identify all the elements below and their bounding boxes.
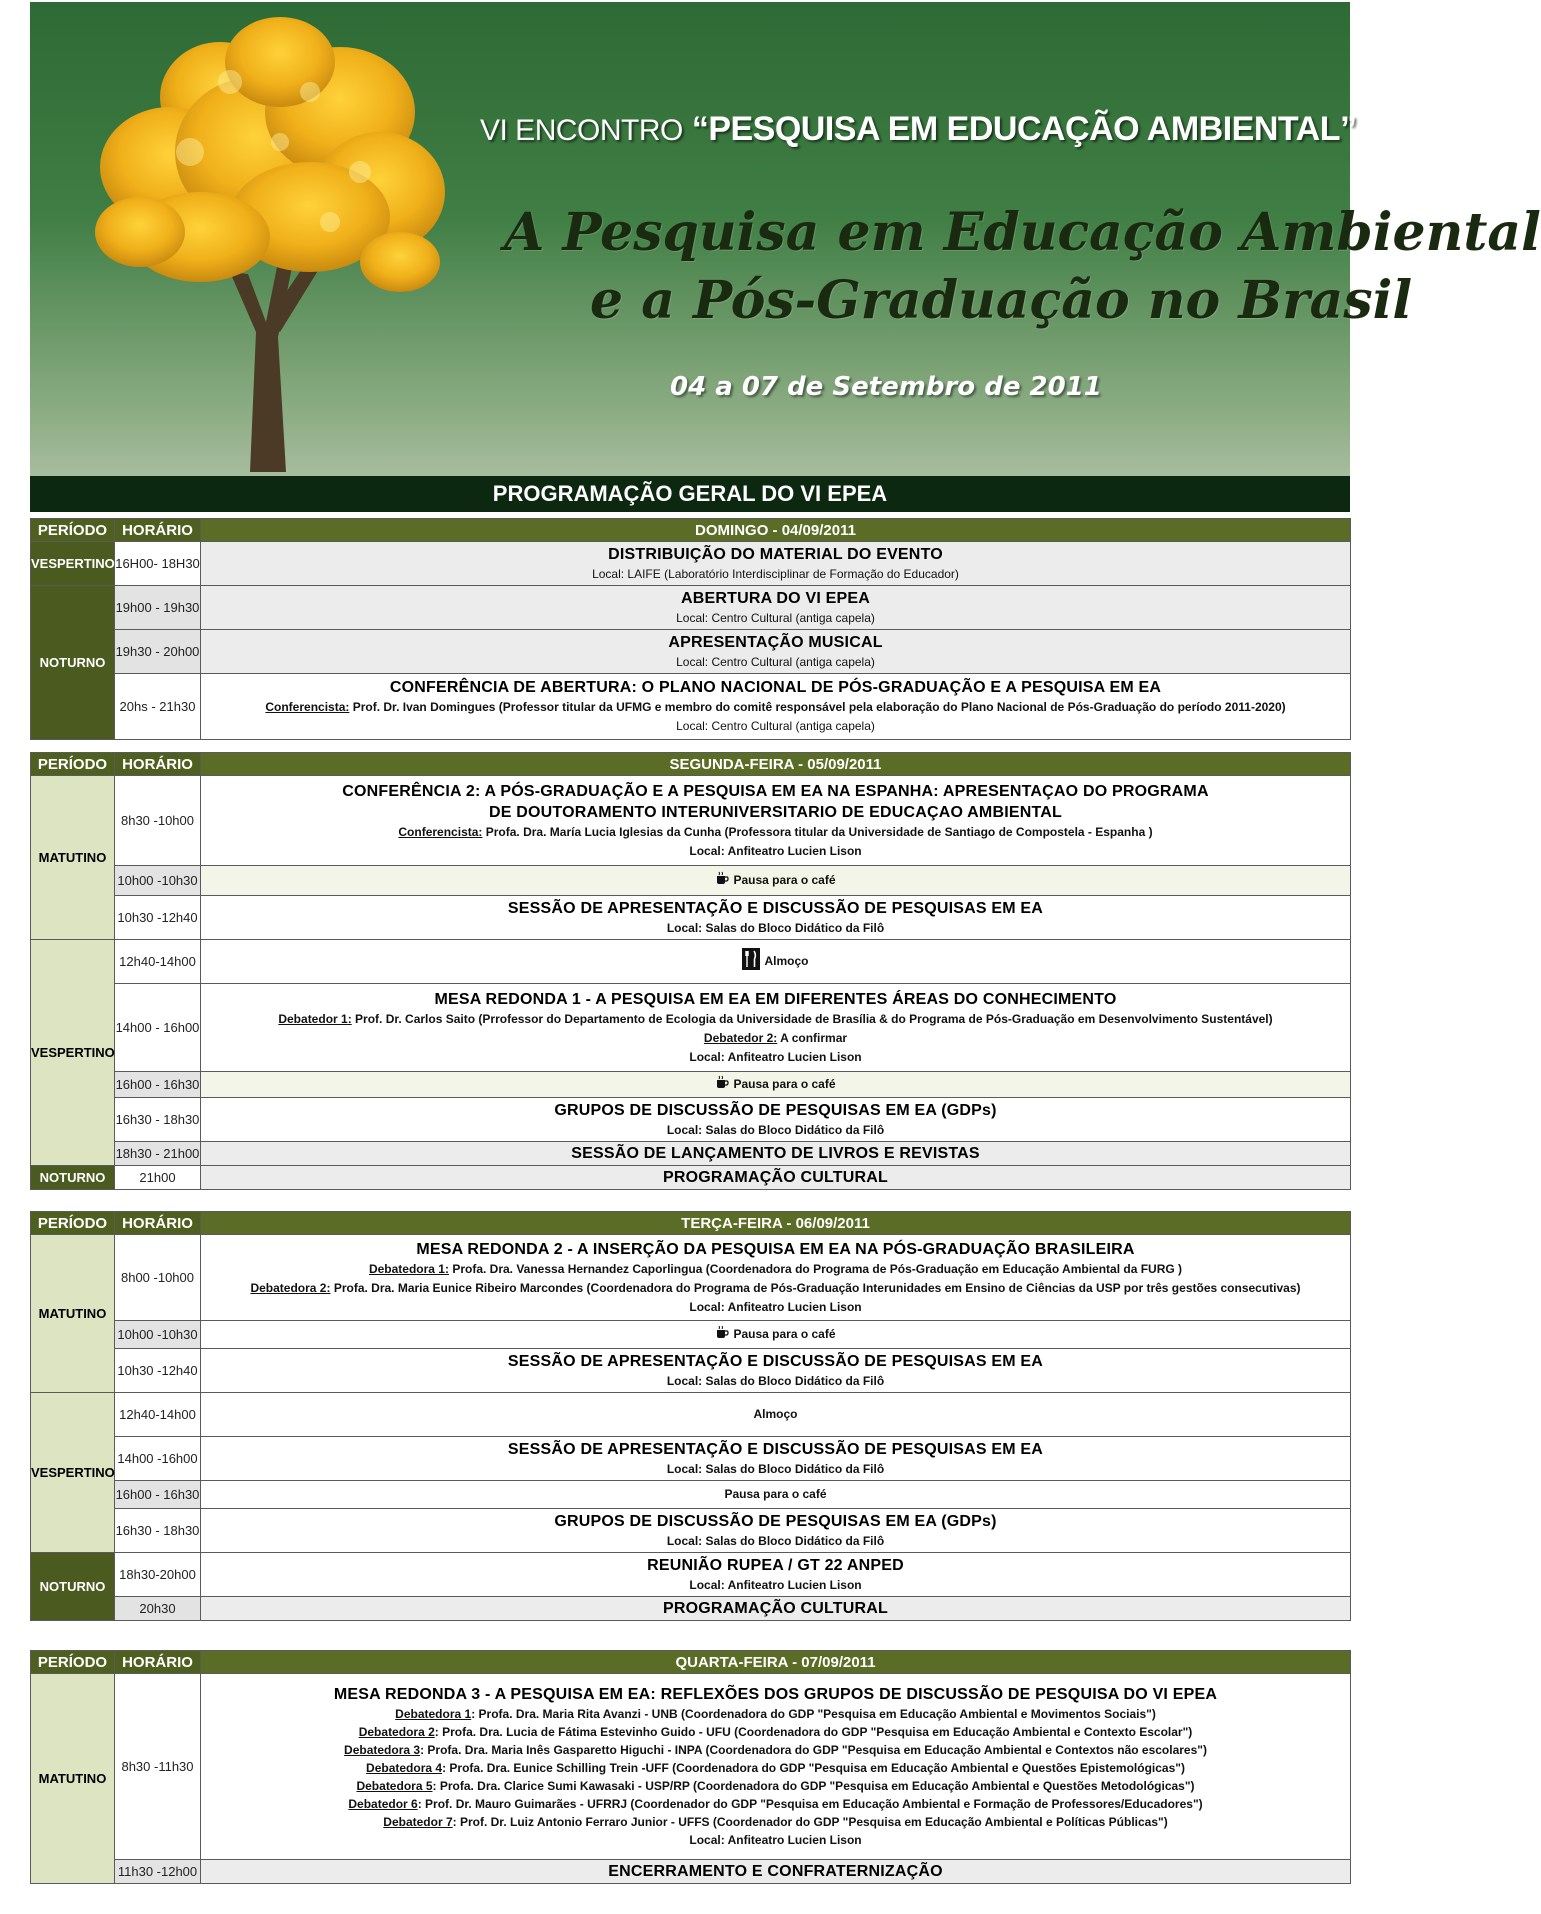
activity-local: Local: Centro Cultural (antiga capela) <box>676 610 875 625</box>
speaker-role: Debatedora 1: <box>368 1261 449 1276</box>
activity-local: Local: Salas do Bloco Didático da Filô <box>666 1533 885 1548</box>
activity-cell <box>201 1481 1351 1509</box>
time-cell: 18h30 - 21h00 <box>115 1142 201 1166</box>
activity-local: Local: Salas do Bloco Didático da Filô <box>666 1461 885 1476</box>
banner-lead: VI ENCONTRO <box>480 114 683 147</box>
activity-local: Local: Salas do Bloco Didático da Filô <box>666 1373 885 1388</box>
coffee-icon <box>715 1325 729 1345</box>
activity-title: SESSÃO DE APRESENTAÇÃO E DISCUSSÃO DE PESQUISAS EM EA <box>507 1440 1044 1458</box>
time-cell: 10h00 -10h30 <box>115 866 201 896</box>
activity-cell <box>201 1166 1351 1190</box>
speaker-role-colon: : <box>452 1815 457 1829</box>
activity-title: GRUPOS DE DISCUSSÃO DE PESQUISAS EM EA (GDPs) <box>554 1101 997 1119</box>
activity-local: Local: Centro Cultural (antiga capela) <box>676 719 875 733</box>
activity-cell <box>201 984 1351 1072</box>
activity-cell <box>201 586 1351 630</box>
time-cell: 10h30 -12h40 <box>115 1349 201 1393</box>
time-cell: 8h30 -11h30 <box>115 1674 201 1860</box>
activity-cell <box>201 1072 1351 1098</box>
activity-cell <box>201 674 1351 740</box>
time-cell: 16h00 - 16h30 <box>115 1072 201 1098</box>
activity-local: Local: Anfiteatro Lucien Lison <box>689 843 862 858</box>
activity-cell <box>201 1553 1351 1597</box>
header-period: PERÍODO <box>31 1212 115 1235</box>
activity-cell <box>201 1674 1351 1860</box>
activity-cell <box>201 1860 1351 1884</box>
time-cell: 14h00 -16h00 <box>115 1437 201 1481</box>
time-cell: 8h00 -10h00 <box>115 1235 201 1321</box>
activity-local: Local: Anfiteatro Lucien Lison <box>689 1049 862 1064</box>
header-period: PERÍODO <box>31 1651 115 1674</box>
activity-speaker <box>201 1010 1350 1029</box>
activity-speaker <box>201 1279 1350 1298</box>
banner-subtitle-line2: e a Pós-Graduação no Brasil <box>590 270 1413 331</box>
time-cell: 16h30 - 18h30 <box>115 1098 201 1142</box>
coffee-icon <box>715 871 729 891</box>
time-cell: 12h40-14h00 <box>115 1393 201 1437</box>
activity-cell <box>201 630 1351 674</box>
speaker-role: Conferencista: <box>398 824 483 839</box>
day-name: SEGUNDA-FEIRA - 05/09/2011 <box>201 753 1351 776</box>
activity-text: Pausa para o café <box>733 872 836 887</box>
activity-title: SESSÃO DE LANÇAMENTO DE LIVROS E REVISTAS <box>571 1145 980 1162</box>
period-label: MATUTINO <box>31 1674 115 1884</box>
banner-subtitle-line1: A Pesquisa em Educação Ambiental <box>504 202 1541 263</box>
period-label: VESPERTINO <box>31 1393 115 1553</box>
period-label: NOTURNO <box>31 1166 115 1190</box>
activity-cell <box>201 1437 1351 1481</box>
banner-dates: 04 a 07 de Setembro de 2011 <box>670 372 1102 402</box>
activity-cell <box>201 542 1351 586</box>
day-wednesday <box>30 1650 1350 1884</box>
activity-speaker <box>201 823 1350 842</box>
event-banner <box>30 2 1541 476</box>
tree-illustration <box>80 2 450 476</box>
activity-local: Local: Salas do Bloco Didático da Filô <box>666 1122 885 1137</box>
speaker-name: : Profa. Dra. Eunice Schilling Trein -UFF (Coordenadora do GDP "Pesquisa em Educação Ambiental e Questões Epistemológicas") <box>442 1761 1185 1775</box>
activity-title: SESSÃO DE APRESENTAÇÃO E DISCUSSÃO DE PESQUISAS EM EA <box>507 1352 1044 1370</box>
speaker-name: : Profa. Dra. Maria Inês Gasparetto Higuchi - INPA (Coordenadora do GDP "Pesquisa em Educação Ambiental e Contextos não escolares") <box>420 1743 1207 1757</box>
day-name: TERÇA-FEIRA - 06/09/2011 <box>201 1212 1351 1235</box>
speaker-name: Prof. Dr. Carlos Saito (Prrofessor do Departamento de Ecologia da Universidade de Brasília & do Programa de Pós-Graduação em Desenvolvimento Sustentável) <box>351 1011 1273 1026</box>
fork-knife-icon <box>742 948 760 976</box>
period-label: VESPERTINO <box>31 940 115 1166</box>
activity-cell <box>201 1142 1351 1166</box>
activity-title: ABERTURA DO VI EPEA <box>680 589 870 607</box>
activity-text: Almoço <box>764 953 809 968</box>
day-name: DOMINGO - 04/09/2011 <box>201 519 1351 542</box>
activity-title-cont: DE DOUTORAMENTO INTERUNIVERSITARIO DE EDUCAÇAO AMBIENTAL <box>489 803 1062 821</box>
speaker-role: Debatedor 6 <box>348 1797 418 1811</box>
period-label: MATUTINO <box>31 1235 115 1393</box>
activity-text: Pausa para o café <box>724 1487 827 1501</box>
activity-cell <box>201 1235 1351 1321</box>
activity-speaker <box>201 1741 1350 1759</box>
speaker-role: Debatedora 4 <box>366 1761 443 1775</box>
activity-local: Local: LAIFE (Laboratório Interdisciplinar de Formação do Educador) <box>592 566 959 581</box>
program-title: PROGRAMAÇÃO GERAL DO VI EPEA <box>30 476 1350 512</box>
time-cell: 19h00 - 19h30 <box>115 586 201 630</box>
banner-event-title <box>480 110 1357 149</box>
time-cell: 20hs - 21h30 <box>115 674 201 740</box>
time-cell: 19h30 - 20h00 <box>115 630 201 674</box>
speaker-role: Debatedora 3 <box>344 1743 421 1757</box>
speaker-name: A confirmar <box>777 1030 848 1045</box>
speaker-role: Debatedor 2: <box>703 1030 778 1045</box>
speaker-name: : Profa. Dra. Lucia de Fátima Estevinho Guido - UFU (Coordenadora do GDP "Pesquisa em Educação Ambiental e Contexto Escolar") <box>434 1725 1193 1739</box>
header-time: HORÁRIO <box>115 1651 201 1674</box>
speaker-role: Debatedora 2 <box>358 1725 435 1739</box>
time-cell: 20h30 <box>115 1597 201 1621</box>
speaker-role: Debatedora 2: <box>250 1280 331 1295</box>
activity-title: MESA REDONDA 3 - A PESQUISA EM EA: REFLEXÕES DOS GRUPOS DE DISCUSSÃO DE PESQUISA DO VI EPEA <box>333 1686 1218 1703</box>
activity-cell <box>201 1349 1351 1393</box>
period-label: VESPERTINO <box>31 542 115 586</box>
banner-title: “PESQUISA EM EDUCAÇÃO AMBIENTAL” <box>691 110 1357 148</box>
activity-cell <box>201 1098 1351 1142</box>
speaker-name: : Profa. Dra. Clarice Sumi Kawasaki - USP/RP (Coordenadora do GDP "Pesquisa em Educação Ambiental e Questões Metodológicas") <box>432 1779 1195 1793</box>
activity-text: Pausa para o café <box>733 1076 836 1091</box>
header-period: PERÍODO <box>31 753 115 776</box>
activity-title: PROGRAMAÇÃO CULTURAL <box>662 1600 888 1617</box>
activity-speaker <box>201 1759 1350 1777</box>
activity-speaker <box>201 1723 1350 1741</box>
activity-local: Local: Anfiteatro Lucien Lison <box>689 1833 862 1847</box>
activity-cell <box>201 1393 1351 1437</box>
speaker-role: Debatedor 1: <box>278 1011 352 1026</box>
activity-speaker <box>201 1813 1350 1831</box>
day-monday <box>30 752 1350 1190</box>
activity-speaker <box>201 1029 1350 1048</box>
activity-local: Local: Salas do Bloco Didático da Filô <box>666 920 885 935</box>
activity-speaker <box>201 1795 1350 1813</box>
activity-title: GRUPOS DE DISCUSSÃO DE PESQUISAS EM EA (GDPs) <box>554 1512 997 1530</box>
time-cell: 16H00- 18H30 <box>115 542 201 586</box>
activity-speaker <box>201 1260 1350 1279</box>
activity-speaker <box>201 1705 1350 1723</box>
activity-cell <box>201 1321 1351 1349</box>
speaker-name: : Prof. Dr. Mauro Guimarães - UFRRJ (Coordenador do GDP "Pesquisa em Educação Ambiental e Formação de Professores/Educadores") <box>417 1797 1203 1811</box>
speaker-role: Debatedora 5 <box>356 1779 433 1793</box>
speaker-name: Profa. Dra. María Lucia Iglesias da Cunha (Professora titular da Universidade de Santiago de Compostela - Espanha ) <box>482 824 1153 839</box>
activity-title: ENCERRAMENTO E CONFRATERNIZAÇÃO <box>608 1863 943 1880</box>
coffee-icon <box>715 1075 729 1095</box>
period-label: NOTURNO <box>31 1553 115 1621</box>
speaker-role: Debatedora 1 <box>395 1707 472 1721</box>
speaker-role: Debatedor 7 <box>383 1815 453 1829</box>
activity-text: Pausa para o café <box>733 1326 836 1341</box>
header-time: HORÁRIO <box>115 753 201 776</box>
time-cell: 16h30 - 18h30 <box>115 1509 201 1553</box>
header-time: HORÁRIO <box>115 1212 201 1235</box>
activity-cell <box>201 1509 1351 1553</box>
activity-local: Local: Anfiteatro Lucien Lison <box>689 1577 862 1592</box>
time-cell: 11h30 -12h00 <box>115 1860 201 1884</box>
activity-cell <box>201 1597 1351 1621</box>
activity-title: APRESENTAÇÃO MUSICAL <box>668 633 883 651</box>
activity-title: SESSÃO DE APRESENTAÇÃO E DISCUSSÃO DE PESQUISAS EM EA <box>507 899 1044 917</box>
time-cell: 16h00 - 16h30 <box>115 1481 201 1509</box>
time-cell: 12h40-14h00 <box>115 940 201 984</box>
time-cell: 21h00 <box>115 1166 201 1190</box>
time-cell: 14h00 - 16h00 <box>115 984 201 1072</box>
activity-cell <box>201 866 1351 896</box>
speaker-name: Prof. Dr. Luiz Antonio Ferraro Junior - UFFS (Coordenador do GDP "Pesquisa em Educação Ambiental e Políticas Públicas") <box>456 1815 1168 1829</box>
period-label: MATUTINO <box>31 776 115 940</box>
activity-title: REUNIÃO RUPEA / GT 22 ANPED <box>647 1556 904 1574</box>
day-tuesday <box>30 1211 1350 1621</box>
activity-speaker <box>201 1777 1350 1795</box>
activity-speaker <box>201 698 1350 717</box>
time-cell: 18h30-20h00 <box>115 1553 201 1597</box>
speaker-name: Prof. Dr. Ivan Domingues (Professor titular da UFMG e membro do comitê responsável pela elaboração do Plano Nacional de Pós-Graduação do período 2011-2020) <box>349 700 1286 714</box>
speaker-role: Conferencista: <box>265 700 350 714</box>
day-name: QUARTA-FEIRA - 07/09/2011 <box>201 1651 1351 1674</box>
header-time: HORÁRIO <box>115 519 201 542</box>
speaker-name: Profa. Dra. Maria Eunice Ribeiro Marcondes (Coordenadora do Programa de Pós-Graduação Interunidades em Ensino de Ciências da USP por três gestões consecutivas) <box>330 1280 1301 1295</box>
time-cell: 8h30 -10h00 <box>115 776 201 866</box>
speaker-name: Profa. Dra. Vanessa Hernandez Caporlingua (Coordenadora do Programa de Pós-Graduação em Educação Ambiental da FURG ) <box>448 1261 1183 1276</box>
time-cell: 10h00 -10h30 <box>115 1321 201 1349</box>
day-sunday <box>30 518 1350 740</box>
activity-title: MESA REDONDA 2 - A INSERÇÃO DA PESQUISA EM EA NA PÓS-GRADUAÇÃO BRASILEIRA <box>416 1240 1135 1258</box>
activity-local: Local: Centro Cultural (antiga capela) <box>676 654 875 669</box>
activity-text: Almoço <box>753 1407 798 1421</box>
activity-cell <box>201 776 1351 866</box>
activity-cell <box>201 940 1351 984</box>
activity-title: CONFERÊNCIA DE ABERTURA: O PLANO NACIONAL DE PÓS-GRADUAÇÃO E A PESQUISA EM EA <box>389 679 1162 696</box>
activity-title: DISTRIBUIÇÃO DO MATERIAL DO EVENTO <box>608 545 943 563</box>
speaker-name: : Profa. Dra. Maria Rita Avanzi - UNB (Coordenadora do GDP "Pesquisa em Educação Ambiental e Movimentos Sociais") <box>471 1707 1156 1721</box>
activity-title: MESA REDONDA 1 - A PESQUISA EM EA EM DIFERENTES ÁREAS DO CONHECIMENTO <box>434 990 1117 1008</box>
header-period: PERÍODO <box>31 519 115 542</box>
time-cell: 10h30 -12h40 <box>115 896 201 940</box>
activity-title: PROGRAMAÇÃO CULTURAL <box>662 1169 888 1186</box>
activity-cell <box>201 896 1351 940</box>
period-label: NOTURNO <box>31 586 115 740</box>
activity-title: CONFERÊNCIA 2: A PÓS-GRADUAÇÃO E A PESQUISA EM EA NA ESPANHA: APRESENTAÇAO DO PROGRAMA <box>342 782 1209 800</box>
activity-local: Local: Anfiteatro Lucien Lison <box>689 1299 862 1314</box>
